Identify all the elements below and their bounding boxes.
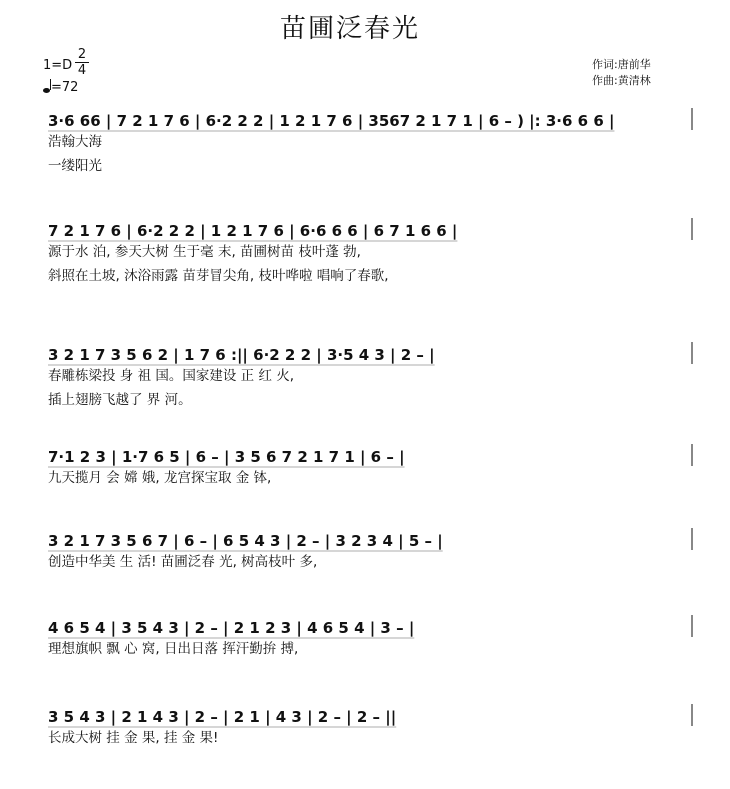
lyric-line-5-1: 创造中华美 生 活! 苗圃泛春 光, 树高枝叶 多, xyxy=(48,554,318,570)
composer-credit: 作曲:黄清林 xyxy=(592,74,651,87)
notation-line-5: 3 2 1 7 3 5 6 7 | 6 – | 6 5 4 3 | 2 – | 3 2 3 4 | 5 – | xyxy=(48,532,443,550)
notation-line-2: 7 2 1 7 6 | 6·2 2 2 | 1 2 1 7 6 | 6·6 6 6 | 6 7 1 6 6 | xyxy=(48,222,458,240)
tempo-value: =72 xyxy=(51,80,79,95)
notation-line-6: 4 6 5 4 | 3 5 4 3 | 2 – | 2 1 2 3 | 4 6 5 4 | 3 – | xyxy=(48,619,415,637)
lyric-line-3-1: 春雕栋梁投 身 祖 国。国家建设 正 红 火, xyxy=(48,368,295,384)
lyric-line-7-1: 长成大树 挂 金 果, 挂 金 果! xyxy=(48,730,219,746)
notation-line-4: 7·1 2 3 | 1·7 6 5 | 6 – | 3 5 6 7 2 1 7 1 | 6 – | xyxy=(48,448,405,466)
lyric-line-6-1: 理想旗帜 飘 心 窝, 日出日落 挥汗勤拚 搏, xyxy=(48,641,299,657)
lyric-line-1-2: 一缕阳光 xyxy=(48,158,102,174)
meter-top: 2 xyxy=(77,47,87,62)
notation-line-7: 3 5 4 3 | 2 1 4 3 | 2 – | 2 1 | 4 3 | 2 – | 2 – || xyxy=(48,708,397,726)
lyric-line-2-2: 斜照在土坡, 沐浴雨露 苗芽冒尖角, 枝叶哗啦 唱响了春歌, xyxy=(48,268,389,284)
key-signature: 1=D xyxy=(43,58,73,73)
song-title: 苗圃泛春光 xyxy=(279,14,420,44)
lyric-line-2-1: 源于水 泊, 参天大树 生于毫 末, 苗圃树苗 枝叶蓬 勃, xyxy=(48,244,361,260)
lyric-line-1-1: 浩翰大海 xyxy=(48,134,102,150)
meter-bottom: 4 xyxy=(77,63,87,78)
notation-line-3: 3 2 1 7 3 5 6 2 | 1 7 6 :|| 6·2 2 2 | 3·5 4 3 | 2 – | xyxy=(48,346,435,364)
lyric-line-3-2: 插上翅膀飞越了 界 河。 xyxy=(48,392,192,408)
lyric-line-4-1: 九天揽月 会 嫦 娥, 龙宫探宝取 金 钵, xyxy=(48,470,272,486)
notation-line-1: 3·6 66 | 7 2 1 7 6 | 6·2 2 2 | 1 2 1 7 6 | 3567 2 1 7 1 | 6 – ) |: 3·6 6 6 | xyxy=(48,112,615,130)
lyricist-credit: 作词:唐前华 xyxy=(592,58,651,71)
